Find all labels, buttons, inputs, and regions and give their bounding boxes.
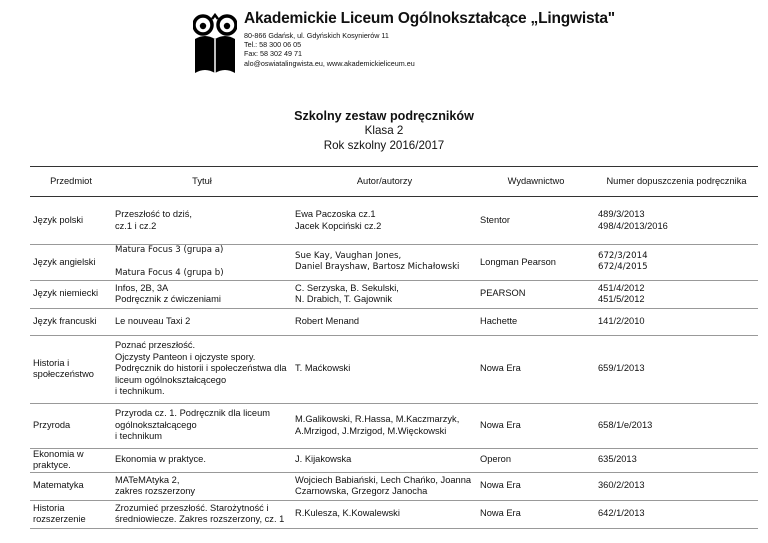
cell-publisher [477,335,595,403]
cell-line: N. Drabich, T. Gajownik [295,294,392,304]
cell-line: zakres rozszerzony [115,486,196,496]
cell-approval [595,245,758,281]
cell-line: Hachette [480,315,518,326]
header-title: Tytuł [192,175,212,186]
cell-line: Przyroda cz. 1. Podręcznik dla liceum [115,408,271,419]
cell-line [115,257,289,269]
table-row [30,500,758,528]
cell-approval [595,280,758,308]
cell-subject [30,197,112,245]
cell-title [112,472,292,500]
cell-publisher [477,197,595,245]
table-body [30,197,758,529]
table-row [30,280,758,308]
cell-authors [292,448,477,472]
cell-subject [30,308,112,335]
cell-authors [292,472,477,500]
header-publisher: Wydawnictwo [507,175,565,186]
cell-line: 498/4/2013/2016 [598,220,668,231]
cell-line: 659/1/2013 [598,363,645,374]
cell-line: Matematyka [33,480,84,491]
cell-authors [292,335,477,403]
school-logo [193,13,237,75]
cell-approval [595,448,758,472]
cell-publisher [477,308,595,335]
cell-line: 489/3/2013 [598,209,645,219]
cell-line: Podręcznik do historii i społeczeństwa dla [115,363,287,374]
cell-line: PEARSON [480,288,526,299]
cell-line: M.Galikowski, R.Hassa, M.Kaczmarzyk, [295,414,460,424]
cell-line: 451/4/2012 [598,282,645,293]
cell-line: Język niemiecki [33,288,99,299]
table-header-row [30,167,758,197]
header-subject: Przedmiot [50,175,92,186]
cell-line: Sue Kay, Vaughan Jones, [295,250,402,261]
document-class: Klasa 2 [364,124,404,137]
cell-line: Ojczysty Panteon i ojczyste spory. [115,351,256,362]
cell-subject [30,403,112,448]
cell-line: T. Maćkowski [295,363,351,374]
document-titles [0,108,768,153]
cell-subject [30,472,112,500]
cell-line: cz.1 i cz.2 [115,220,157,231]
letterhead [244,10,615,68]
cell-line: Poznać przeszłość. [115,340,196,351]
cell-line: i technikum [115,431,163,442]
cell-line: Operon [480,454,512,465]
cell-title [112,308,292,335]
cell-line: 658/1/e/2013 [598,419,653,430]
cell-title [112,403,292,448]
cell-line: Ekonomia w praktyce. [33,448,84,470]
cell-line: 635/2013 [598,454,637,465]
cell-publisher [477,500,595,528]
cell-authors [292,280,477,308]
cell-line: Longman Pearson [480,256,556,267]
cell-line: R.Kulesza, K.Kowalewski [295,508,400,519]
cell-line: MATeMAtyka 2, [115,474,180,485]
cell-approval [595,472,758,500]
cell-line: Wojciech Babiański, Lech Chańko, Joanna [295,474,472,485]
cell-line: Nowa Era [480,480,521,491]
cell-line: J. Kijakowska [295,454,352,465]
cell-authors [292,197,477,245]
cell-line: ogólnokształcącego [115,419,197,430]
cell-title [112,245,292,281]
cell-line: C. Serzyska, B. Sekulski, [295,282,399,293]
cell-title [112,197,292,245]
textbook-table [30,166,758,529]
cell-line: Matura Focus 3 (grupa a) [115,245,224,255]
header-approval: Numer dopuszczenia podręcznika [606,175,747,186]
school-fax: Fax: 58 302 49 71 [244,49,302,59]
cell-line: 672/3/2014 [598,250,648,261]
cell-line: 451/5/2012 [598,294,645,304]
cell-approval [595,500,758,528]
cell-subject [30,280,112,308]
cell-line: Le nouveau Taxi 2 [115,315,191,326]
cell-approval [595,403,758,448]
school-phone: Tel.: 58 300 06 05 [244,40,302,50]
cell-line: Czarnowska, Grzegorz Janocha [295,486,428,496]
cell-line: Matura Focus 4 (grupa b) [115,268,224,278]
cell-approval [595,308,758,335]
cell-subject [30,500,112,528]
document-year: Rok szkolny 2016/2017 [323,138,445,152]
table-row [30,472,758,500]
cell-approval [595,335,758,403]
cell-title [112,335,292,403]
cell-line: i technikum. [115,386,165,397]
table-row [30,245,758,281]
cell-approval [595,197,758,245]
cell-subject [30,335,112,403]
table-row [30,197,758,245]
cell-line: Historia rozszerzenie [33,502,86,524]
table-row [30,335,758,403]
cell-line: Infos, 2B, 3A [115,282,169,293]
cell-publisher [477,280,595,308]
cell-line: Język francuski [33,315,97,326]
cell-line: Stentor [480,214,510,225]
school-name: Akademickie Liceum Ogólnokształcące „Lingwista" [244,10,615,27]
cell-publisher [477,448,595,472]
cell-subject [30,448,112,472]
cell-line: Jacek Kopciński cz.2 [295,220,382,231]
cell-line: Język polski [33,214,84,225]
cell-line: A.Mrzigod, J.Mrzigod, M.Więckowski [295,425,447,436]
cell-line: Nowa Era [480,508,521,519]
cell-line: Historia i społeczeństwo [33,357,94,379]
cell-line: Przyroda [33,419,71,430]
cell-authors [292,245,477,281]
cell-authors [292,403,477,448]
cell-publisher [477,245,595,281]
document-title: Szkolny zestaw podręczników [294,109,474,123]
cell-title [112,448,292,472]
cell-line: Przeszłość to dziś, [115,209,192,219]
cell-line: Język angielski [33,256,96,267]
cell-line: Zrozumieć przeszłość. Starożytność i [115,502,269,513]
cell-line: Ekonomia w praktyce. [115,454,206,465]
cell-line: Nowa Era [480,363,521,374]
cell-line: liceum ogólnokształcącego [115,374,227,385]
cell-line: Podręcznik z ćwiczeniami [115,294,221,304]
cell-publisher [477,403,595,448]
cell-line: Robert Menand [295,315,360,326]
cell-authors [292,308,477,335]
cell-authors [292,500,477,528]
cell-publisher [477,472,595,500]
cell-title [112,280,292,308]
table-row [30,448,758,472]
cell-line: 642/1/2013 [598,508,645,519]
cell-line: 360/2/2013 [598,480,645,491]
cell-line: 672/4/2015 [598,262,648,273]
cell-title [112,500,292,528]
cell-line: średniowiecze. Zakres rozszerzony, cz. 1 [115,514,285,524]
cell-line: Nowa Era [480,419,521,430]
cell-line: Ewa Paczoska cz.1 [295,209,376,219]
cell-line: 141/2/2010 [598,315,645,326]
cell-subject [30,245,112,281]
header-authors: Autor/autorzy [356,175,413,186]
table-row [30,308,758,335]
cell-line: Daniel Brayshaw, Bartosz Michałowski [295,262,460,273]
school-contact: alo@oswiatalingwista.eu, www.akademickieliceum.eu [244,58,415,68]
school-address: 80-866 Gdańsk, ul. Gdyńskich Kosynierów 11 [244,31,389,40]
table-row [30,403,758,448]
